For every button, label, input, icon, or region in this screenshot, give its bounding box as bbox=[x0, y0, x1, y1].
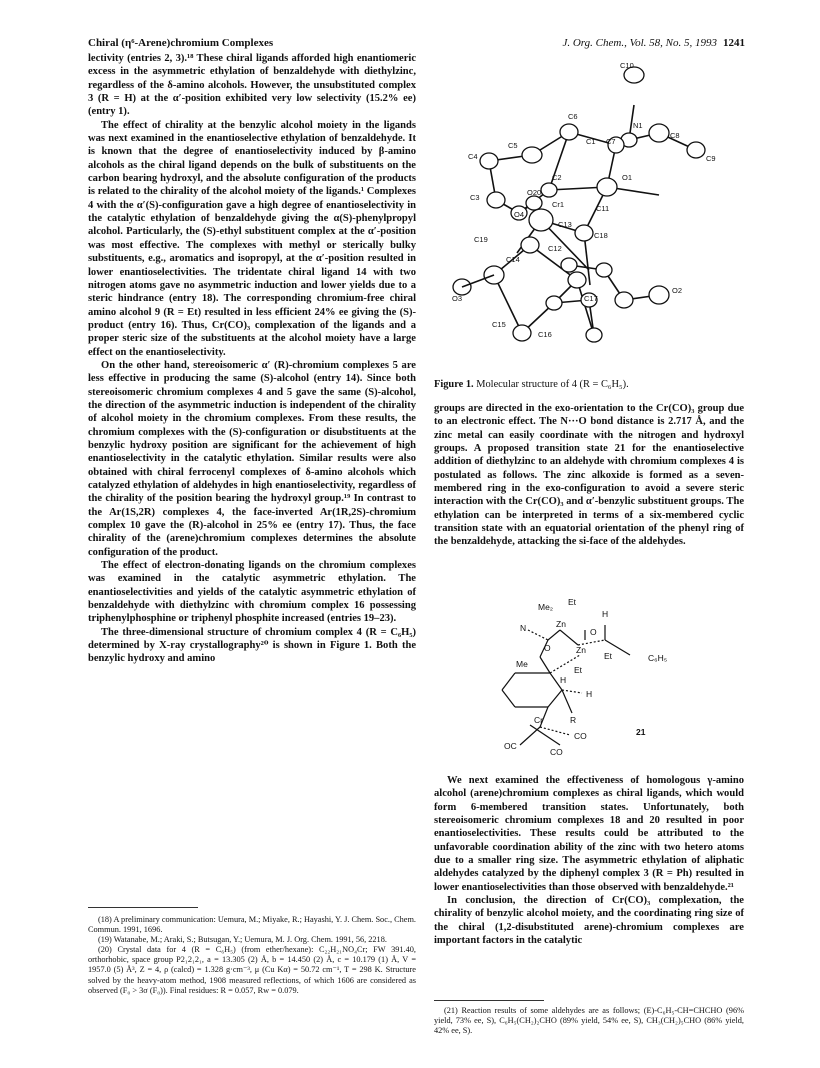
label-c12: C12 bbox=[548, 244, 562, 253]
label-c4: C4 bbox=[468, 152, 478, 161]
scheme-co-bottom: CO bbox=[550, 747, 563, 755]
scheme-me: Me bbox=[516, 659, 528, 669]
label-o4: O4 bbox=[514, 210, 525, 219]
label-c7: C7 bbox=[606, 137, 616, 146]
label-cr1: Cr1 bbox=[552, 200, 565, 209]
label-n1: N1 bbox=[633, 121, 643, 130]
scheme-h-top: H bbox=[602, 609, 609, 619]
footnote-19: (19) Watanabe, M.; Araki, S.; Butsugan, Y.; Uemura, M. J. Org. Chem. 1991, 56, 2218. bbox=[98, 935, 387, 945]
label-c13: C13 bbox=[558, 220, 572, 229]
scheme-h-lower: H bbox=[586, 689, 593, 699]
atom-c2 bbox=[541, 183, 557, 197]
atom-c4 bbox=[480, 153, 498, 169]
scheme-o-lower: O bbox=[544, 643, 551, 653]
label-o2: O2 bbox=[672, 286, 683, 295]
paragraph: The three-dimensional structure of chromium complex 4 (R = C₆H₅) determined by X-ray crystallography²⁰ is shown in Figure 1. Both the benzylic hydroxy and amino bbox=[88, 626, 416, 665]
atom-c-ring bbox=[546, 296, 562, 310]
label-c18: C18 bbox=[594, 231, 608, 240]
atom-c13 bbox=[561, 258, 577, 272]
scheme-r: R bbox=[570, 715, 577, 725]
paragraph: groups are directed in the exo-orientation to the Cr(CO)₃ group due to an electronic effect. The N···O bond distance is 2.717 Å, and the zinc metal can easily coordinate with the nitrogen and hydroxyl groups. A proposed transition state 21 for the enantioselective addition of diethylzinc to an aldehyde with chromium complexes 4 is postulated as follows. The zinc alkoxide is formed as a seven-membered ring in the exo-configuration to avoid a severe steric interaction with the Cr(CO)₃ and α′-benzylic substituent groups. The ethylation can be interpreted in terms of a six-membered cyclic transition state with an equatorial orientation of the phenyl ring of the benzaldehyde, attacking the si-face of the aldehydes. bbox=[434, 403, 744, 548]
atom-c14 bbox=[521, 237, 539, 253]
label-c15: C15 bbox=[492, 320, 506, 329]
paragraph: We next examined the effectiveness of homologous γ-amino alcohol (arene)chromium complexes as chiral ligands, which would form 6-membered transition states. Unfortunately, both stereoisomeric chromium complexes 18 and 20 resulted in poor enantioselectivities. These results could be attributed to the unfavorable coordination ability of the zinc with two hetero atoms due to a smaller ring size. The asymmetric ethylation of aliphatic aldehydes catalyzed by the diphenyl complex 3 (R = Ph) resulted in lower enantioselectivities than those observed with benzaldehyde.²¹ bbox=[434, 775, 744, 893]
figure-1-caption-text: Molecular structure of 4 (R = C₆H₅). bbox=[476, 379, 629, 390]
atom-o2 bbox=[649, 286, 669, 304]
scheme-et-mid: Et bbox=[574, 665, 583, 675]
footnote-21: (21) Reaction results of some aldehydes are as follows; (E)-C₆H₅-CH=CHCHO (96% yield, 73% ee, S), C₆H₅(CH₂)₂CHO (89% yield, 54% ee, S), CH₃(CH₂)₅CHO (86% yield, 42% ee, S). bbox=[434, 1006, 744, 1036]
paragraph: The effect of electron-donating ligands on the chromium complexes was examined in the catalytic asymmetric ethylation. The enantioselectivities and yields of the catalytic asymmetric ethylation of benzaldehyde with diethylzinc with chromium complex 16 possessing triphenylphosphine or triphenyl phosphite increased (entries 19–23). bbox=[88, 560, 416, 625]
atom-o1 bbox=[597, 178, 617, 196]
scheme-h-mid: H bbox=[560, 675, 567, 685]
label-c19: C19 bbox=[474, 235, 488, 244]
left-column bbox=[88, 52, 416, 666]
scheme-labels bbox=[504, 597, 667, 755]
atom-c6 bbox=[560, 124, 578, 140]
scheme-co-right: CO bbox=[574, 731, 587, 741]
paragraph: In conclusion, the direction of Cr(CO)₃ complexation, the chirality of benzylic alcohol moiety, and the coordinating ring size of the chiral (1,2-disubstituted arene)-chromium complexes are important factors in the catalytic bbox=[434, 895, 744, 947]
running-title: Chiral (η⁶-Arene)chromium Complexes bbox=[88, 37, 274, 49]
label-c8: C8 bbox=[670, 131, 680, 140]
transition-state-21-scheme bbox=[490, 595, 720, 755]
footnote-rule bbox=[88, 907, 198, 908]
label-c6: C6 bbox=[568, 112, 578, 121]
footnote-20: (20) Crystal data for 4 (R = C₆H₅) (from ether/hexane): C₂₂H₂₁NO₄Cr; FW 391.40, orthorhobic, space group P2₁2₁2₁, a = 13.305 (2) Å, b = 14.450 (2) Å, c = 10.179 (1) Å, V = 1957.0 (5) Å³, Z = 4, ρ (calcd) = 1.328 g·cm⁻³, μ (Cu Kα) = 50.72 cm⁻¹, T = 298 K. Structure solved by the heavy-atom method, 1908 measured reflections, of which 1606 are considered as observed (F₀ > 3σ (F₀)). Final residues: R = 0.057, Rw = 0.079. bbox=[88, 945, 416, 995]
label-c11: C11 bbox=[596, 204, 610, 213]
paragraph: The effect of chirality at the benzylic alcohol moiety in the ligands was next examined in the enantioselective ethylation of benzaldehyde. It is known that the degree of enantioselectivity induced by β-amino alcohols as the chiral ligand depends on the bulk of substituents on the carbon bearing hydroxyl, and the absolute configuration of the products is related to the chirality of the alcohol moiety of the ligands.¹ Complexes 4 with the α′(S)-configuration gave a high degree of enantioselectivity in the catalytic ethylation of benzaldehyde giving the α(S)-phenylpropyl alcohol. Particularly, the (S)-ethyl substituent complex at the α′-position was most effective. The complexes with methyl or sterically bulky substituents, e.g., aromatics and isopropyl, at the α′-position resulted in lower enantioselectivities. The tridentate chiral ligand 14 with two nitrogen atoms gave no asymmetric induction and lower yields due to a steric hindrance (entry 18). The corresponding chromium-free chiral amino alcohol 9 (R = Et) resulted in less efficient 24% ee giving the (S)-product (entry 16). Thus, Cr(CO)₃ complexation of the ligands and a proper steric size of the substituents at the alcohol moiety have a large effect on the enantioselectivity. bbox=[88, 119, 416, 358]
paragraph: lectivity (entries 2, 3).¹⁸ These chiral ligands afforded high enantiomeric excess in the asymmetric ethylation of benzaldehyde with diethylzinc, regardless of the δ-amino alcohols. However, the unsubstituted complex 3 (R = H) at the α′-position exhibited very low selectivity (15.2% ee) (entry 1). bbox=[88, 53, 416, 118]
atom-c17 bbox=[615, 292, 633, 308]
scheme-zn-lower: Zn bbox=[576, 645, 586, 655]
footnote-rule bbox=[434, 1000, 544, 1001]
label-c9: C9 bbox=[706, 154, 716, 163]
label-c3: C3 bbox=[470, 193, 480, 202]
figure-1-caption bbox=[434, 379, 744, 390]
label-o3: O3 bbox=[452, 294, 463, 303]
figure-1-caption-label: Figure 1. bbox=[434, 379, 474, 390]
page-number: 1241 bbox=[723, 37, 745, 49]
atom-c12 bbox=[568, 272, 586, 288]
scheme-me2: Me₂ bbox=[538, 602, 554, 612]
figure-1-molecular-structure bbox=[434, 55, 744, 373]
label-o1: O1 bbox=[622, 173, 633, 182]
paragraph: On the other hand, stereoisomeric α′ (R)-chromium complexes 5 are less effective in producing the same (S)-alcohol (entry 14). Since both stereoisomeric chromium complexes 4 and 5 gave the same (S)-alcohol, the direction of the asymmetric induction is independent of the chirality of alcohol moiety in the chromium complexes. From these results, the chromium complexes with the (S)-configuration or disubstituents at the benzylic hydroxy position are significant for the achievement of high enantioselectivity in the catalytic ethylation. Similar results were also obtained with chiral ferrocenyl complexes of δ-amino alcohols which catalyzed ethylation of aldehydes in high enantioselectivity, regardless of the chirality of the position bearing the hydroxyl group.¹⁹ In contrast to the Ar(1S,2R) complexes 4, the face-inverted Ar(1R,2S)-chromium complex 10 gave the (R)-alcohol in 25% ee (entry 17). Thus, the face chirality of the (arene)chromium complexes determines the absolute configuration of the product. bbox=[88, 359, 416, 558]
atom-c16 bbox=[586, 328, 602, 342]
scheme-oc: OC bbox=[504, 741, 517, 751]
right-column-top bbox=[434, 402, 744, 549]
label-c14: C14 bbox=[506, 255, 520, 264]
atom-cr1 bbox=[529, 209, 553, 231]
footnote-18: (18) A preliminary communication: Uemura, M.; Miyake, R.; Hayashi, Y. J. Chem. Soc., Chem. Commun. 1991, 1696. bbox=[88, 915, 417, 935]
atom-c8 bbox=[649, 124, 669, 142]
scheme-o-upper: O bbox=[590, 627, 597, 637]
scheme-cr: Cr bbox=[534, 715, 543, 725]
scheme-bonds bbox=[502, 625, 630, 745]
left-footnotes bbox=[88, 915, 416, 996]
scheme-et-top: Et bbox=[568, 597, 577, 607]
label-c1: C1 bbox=[586, 137, 596, 146]
label-o20: O20 bbox=[527, 188, 542, 197]
scheme-c6h5: C₆H₅ bbox=[648, 653, 668, 663]
atom-c5 bbox=[522, 147, 542, 163]
right-footnotes bbox=[434, 1006, 744, 1036]
journal-name: J. Org. Chem., Vol. 58, No. 5, 1993 bbox=[562, 37, 717, 49]
scheme-et-right: Et bbox=[604, 651, 613, 661]
scheme-compound-number: 21 bbox=[636, 727, 646, 737]
label-c5: C5 bbox=[508, 141, 518, 150]
atom-c9 bbox=[687, 142, 705, 158]
atom-c3 bbox=[487, 192, 505, 208]
atom-c15 bbox=[513, 325, 531, 341]
scheme-n: N bbox=[520, 623, 527, 633]
label-c16: C16 bbox=[538, 330, 552, 339]
label-c2: C2 bbox=[552, 173, 562, 182]
journal-citation bbox=[520, 37, 745, 49]
label-c17: C17 bbox=[584, 294, 598, 303]
atom-c18 bbox=[596, 263, 612, 277]
label-c10: C10 bbox=[620, 61, 634, 70]
atom-o4 bbox=[526, 196, 542, 210]
right-column-bottom bbox=[434, 774, 744, 947]
scheme-zn-upper: Zn bbox=[556, 619, 566, 629]
atom-c11 bbox=[575, 225, 593, 241]
